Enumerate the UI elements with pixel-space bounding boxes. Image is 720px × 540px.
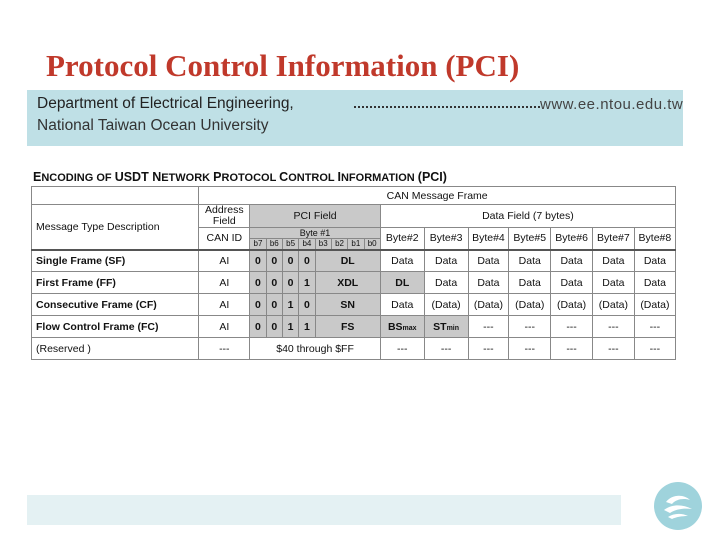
data-cell: --- bbox=[592, 316, 634, 338]
bs-subscript: max bbox=[402, 324, 417, 332]
pci-field-header: PCI Field bbox=[250, 205, 381, 228]
can-id-header: CAN ID bbox=[199, 228, 250, 250]
bit-value: 0 bbox=[266, 250, 282, 272]
byte6-header: Byte#6 bbox=[551, 228, 593, 250]
pci-low-field: SN bbox=[315, 294, 380, 316]
data-cell: Data bbox=[509, 250, 551, 272]
data-cell: Data bbox=[551, 250, 593, 272]
data-cell: --- bbox=[509, 338, 551, 360]
bit-value: 0 bbox=[282, 250, 298, 272]
bit-value: 1 bbox=[282, 316, 298, 338]
can-id-cell: --- bbox=[199, 338, 250, 360]
pci-low-field: XDL bbox=[315, 272, 380, 294]
row-name: First Frame (FF) bbox=[32, 272, 199, 294]
data-cell: Data bbox=[424, 272, 468, 294]
bs-max-cell bbox=[380, 316, 424, 338]
bit-value: 0 bbox=[282, 272, 298, 294]
data-cell: Data bbox=[509, 272, 551, 294]
byte5-header: Byte#5 bbox=[509, 228, 551, 250]
data-cell: --- bbox=[509, 316, 551, 338]
department-name: Department of Electrical Engineering, bbox=[37, 95, 294, 112]
data-cell: (Data) bbox=[634, 294, 675, 316]
data-cell: --- bbox=[380, 338, 424, 360]
byte7-header: Byte#7 bbox=[592, 228, 634, 250]
bit-value: 0 bbox=[299, 250, 315, 272]
data-cell: --- bbox=[424, 338, 468, 360]
dotted-leader bbox=[354, 106, 540, 108]
pci-low-field: FS bbox=[315, 316, 380, 338]
row-name: Consecutive Frame (CF) bbox=[32, 294, 199, 316]
table-row bbox=[32, 338, 676, 360]
byte3-header: Byte#3 bbox=[424, 228, 468, 250]
bit-value: 0 bbox=[266, 294, 282, 316]
data-cell: Data bbox=[468, 250, 509, 272]
st-subscript: min bbox=[446, 324, 460, 332]
st-min-cell bbox=[424, 316, 468, 338]
data-cell: (Data) bbox=[551, 294, 593, 316]
bit-b7: b7 bbox=[250, 239, 266, 250]
bit-value: 0 bbox=[250, 294, 266, 316]
table-row bbox=[32, 250, 676, 272]
can-id-cell: AI bbox=[199, 294, 250, 316]
bit-value: 0 bbox=[266, 272, 282, 294]
university-name: National Taiwan Ocean University bbox=[37, 117, 269, 134]
blank-header-cell bbox=[32, 187, 199, 205]
data-cell: --- bbox=[468, 316, 509, 338]
bit-value: 0 bbox=[250, 250, 266, 272]
data-cell: Data bbox=[592, 272, 634, 294]
byte1-header: Byte #1 bbox=[250, 228, 381, 239]
data-cell: (Data) bbox=[424, 294, 468, 316]
data-cell: Data bbox=[380, 250, 424, 272]
row-name: Flow Control Frame (FC) bbox=[32, 316, 199, 338]
table-row bbox=[32, 272, 676, 294]
data-cell: --- bbox=[551, 338, 593, 360]
data-cell: DL bbox=[380, 272, 424, 294]
bit-b5: b5 bbox=[282, 239, 298, 250]
bit-value: 1 bbox=[282, 294, 298, 316]
st-label: ST bbox=[433, 320, 447, 333]
data-cell: (Data) bbox=[509, 294, 551, 316]
byte4-header: Byte#4 bbox=[468, 228, 509, 250]
data-cell: Data bbox=[551, 272, 593, 294]
row-name: (Reserved ) bbox=[32, 338, 199, 360]
table-row bbox=[32, 294, 676, 316]
data-cell: --- bbox=[634, 316, 675, 338]
data-cell: Data bbox=[634, 272, 675, 294]
website-url: www.ee.ntou.edu.tw bbox=[540, 96, 684, 113]
bit-b0: b0 bbox=[364, 239, 380, 250]
message-type-description-header: Message Type Description bbox=[32, 205, 199, 250]
byte8-header: Byte#8 bbox=[634, 228, 675, 250]
data-cell: Data bbox=[424, 250, 468, 272]
data-cell: (Data) bbox=[592, 294, 634, 316]
data-cell: --- bbox=[592, 338, 634, 360]
row-name: Single Frame (SF) bbox=[32, 250, 199, 272]
bit-value: 0 bbox=[250, 272, 266, 294]
pci-low-field: DL bbox=[315, 250, 380, 272]
can-id-cell: AI bbox=[199, 272, 250, 294]
bit-value: 0 bbox=[266, 316, 282, 338]
data-cell: --- bbox=[634, 338, 675, 360]
data-cell: Data bbox=[468, 272, 509, 294]
data-field-header: Data Field (7 bytes) bbox=[380, 205, 675, 228]
slide-title: Protocol Control Information (PCI) bbox=[46, 48, 520, 83]
reserved-range: $40 through $FF bbox=[250, 338, 381, 360]
can-id-cell: AI bbox=[199, 250, 250, 272]
bit-b6: b6 bbox=[266, 239, 282, 250]
address-field-header: Address Field bbox=[199, 205, 250, 228]
data-cell: (Data) bbox=[468, 294, 509, 316]
footer-band bbox=[27, 495, 621, 525]
can-id-cell: AI bbox=[199, 316, 250, 338]
bit-b3: b3 bbox=[315, 239, 331, 250]
bit-b2: b2 bbox=[331, 239, 347, 250]
university-logo-icon bbox=[654, 482, 702, 530]
pci-encoding-table bbox=[31, 186, 676, 360]
data-cell: Data bbox=[380, 294, 424, 316]
data-cell: --- bbox=[551, 316, 593, 338]
bit-value: 0 bbox=[299, 294, 315, 316]
bit-value: 1 bbox=[299, 272, 315, 294]
bit-value: 1 bbox=[299, 316, 315, 338]
bs-label: BS bbox=[387, 320, 403, 333]
bit-b4: b4 bbox=[299, 239, 315, 250]
bit-value: 0 bbox=[250, 316, 266, 338]
byte2-header: Byte#2 bbox=[380, 228, 424, 250]
data-cell: Data bbox=[634, 250, 675, 272]
data-cell: --- bbox=[468, 338, 509, 360]
bit-b1: b1 bbox=[348, 239, 364, 250]
table-row bbox=[32, 316, 676, 338]
data-cell: Data bbox=[592, 250, 634, 272]
table-caption: ENCODING OF USDT NETWORK PROTOCOL CONTROL INFORMATION (PCI) bbox=[33, 170, 447, 184]
can-message-frame-header: CAN Message Frame bbox=[199, 187, 676, 205]
